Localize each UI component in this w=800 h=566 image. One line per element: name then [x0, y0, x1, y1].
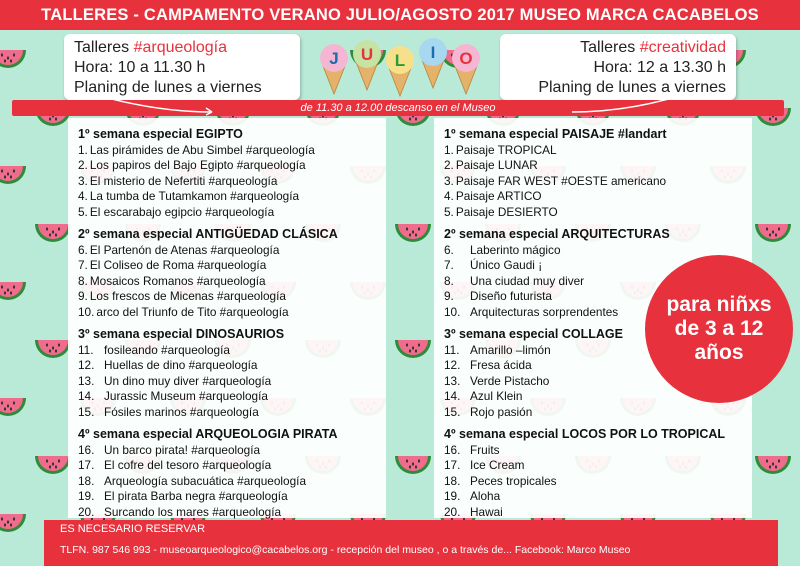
workshop-name: Un barco pirata! #arqueología [104, 443, 261, 457]
month-letter: J [329, 49, 339, 68]
workshop-number: 3. [444, 173, 454, 188]
workshop-item [78, 274, 338, 289]
watermelon-slice-icon [395, 456, 431, 474]
workshop-name: fosileando #arqueología [104, 343, 230, 357]
week-title: 4º semana especial ARQUEOLOGIA PIRATA [78, 427, 338, 441]
week-block [78, 326, 284, 420]
workshop-name: El cofre del tesoro #arqueología [104, 458, 272, 473]
workshop-name: Aloha [470, 489, 501, 504]
workshop-name: Hawai [470, 504, 503, 519]
workshop-item [444, 458, 725, 473]
creativity-label-line [510, 38, 726, 58]
workshop-number: 12. [78, 358, 95, 373]
workshop-name: Una ciudad muy diver [470, 273, 585, 288]
week-block [444, 126, 667, 220]
workshop-item [78, 474, 338, 489]
workshop-name: Verde Pistacho [470, 373, 550, 388]
creativity-hours: Hora: 12 a 13.30 h [593, 59, 726, 76]
archaeology-schedule: Planing de lunes a viernes [74, 79, 262, 96]
workshop-item [78, 505, 338, 520]
workshop-name: Paisaje DESIERTO [455, 204, 558, 219]
week-block [78, 226, 338, 320]
workshop-item [444, 443, 725, 458]
workshop-name: arco del Triunfo de Tito #arqueología [96, 304, 289, 319]
watermelon-slice-icon [395, 224, 431, 242]
week-title: 4º semana especial LOCOS POR LO TROPICAL [444, 427, 726, 441]
workshop-item [78, 143, 315, 158]
workshop-name: Fósiles marinos #arqueología [104, 404, 259, 419]
archaeology-topic: #arqueología [133, 39, 227, 56]
workshop-item [444, 405, 623, 420]
archaeology-info-box [64, 34, 300, 100]
workshop-name: Paisaje FAR WEST #OESTE americano [455, 173, 667, 188]
workshop-number: 16. [78, 443, 95, 457]
workshop-item [78, 389, 284, 404]
age-badge-line: para niñxs [666, 293, 772, 316]
workshop-number: 14. [78, 389, 95, 404]
workshop-item [444, 258, 670, 273]
workshop-item [444, 205, 667, 220]
workshop-name: Laberinto mágico [470, 243, 561, 257]
workshop-item [444, 505, 725, 520]
workshop-name: El escarabajo egipcio #arqueología [89, 204, 275, 219]
month-letter: U [360, 45, 374, 64]
workshop-item [444, 243, 670, 258]
week-block [444, 426, 725, 520]
workshop-name: Fresa ácida [470, 358, 532, 373]
week-title: 1º semana especial EGIPTO [78, 127, 243, 141]
week-title: 2º semana especial ARQUITECTURAS [444, 227, 670, 241]
age-badge [645, 255, 793, 403]
workshop-number: 19. [78, 489, 95, 504]
ice-cream-cone-icon [386, 46, 414, 96]
workshop-number: 18. [444, 473, 461, 488]
workshop-name: Paisaje LUNAR [455, 158, 538, 173]
archaeology-label: Talleres [74, 39, 134, 56]
workshop-name: Único Gaudi ¡ [470, 258, 543, 273]
workshop-number: 17. [78, 458, 95, 473]
workshop-item [444, 274, 670, 289]
workshop-item [78, 243, 338, 258]
workshop-name: Arqueología subacuática #arqueología [104, 473, 307, 488]
workshop-name: Surcando los mares #arqueología [104, 504, 282, 519]
workshop-list [78, 443, 338, 520]
workshop-name: Los papiros del Bajo Egipto #arqueología [89, 158, 306, 173]
workshop-number: 20. [444, 504, 461, 519]
workshop-item [444, 143, 667, 158]
workshop-name: Los frescos de Micenas #arqueología [89, 289, 286, 304]
workshop-item [444, 343, 623, 358]
archaeology-label-line [74, 38, 290, 58]
workshop-number: 18. [78, 473, 95, 488]
ice-cream-cone-icon [320, 44, 348, 94]
week-title: 1º semana especial PAISAJE #landart [444, 127, 667, 141]
workshop-name: Huellas de dino #arqueología [104, 358, 258, 373]
creativity-schedule: Planing de lunes a viernes [538, 79, 726, 96]
workshop-name: Peces tropicales [470, 473, 557, 488]
workshop-list [444, 343, 623, 420]
workshop-item [78, 489, 338, 504]
ice-cream-cones [318, 36, 482, 98]
watermelon-slice-icon [395, 340, 431, 358]
workshop-list [444, 443, 725, 520]
workshop-item [78, 458, 338, 473]
workshop-number: 15. [444, 404, 461, 419]
workshop-number: 12. [444, 358, 461, 373]
workshop-name: El pirata Barba negra #arqueología [104, 489, 288, 504]
watermelon-slice-icon [0, 282, 26, 300]
week-block [78, 426, 338, 520]
workshop-number: 11. [78, 343, 94, 357]
ice-cream-cone-icon [452, 44, 480, 94]
workshop-item [444, 358, 623, 373]
workshop-name: Jurassic Museum #arqueología [104, 389, 268, 404]
workshop-item [444, 489, 725, 504]
workshop-item [444, 374, 623, 389]
workshop-name: Mosaicos Romanos #arqueología [89, 273, 266, 288]
break-banner-text: de 11.30 a 12.00 descanso en el Museo [300, 102, 496, 114]
break-banner [12, 100, 784, 116]
workshop-item [444, 174, 667, 189]
workshop-number: 13. [78, 373, 95, 388]
archaeology-column [68, 118, 386, 518]
workshop-number: 17. [444, 458, 461, 473]
workshop-number: 19. [444, 489, 461, 504]
workshop-item [78, 289, 338, 304]
workshop-item [78, 305, 338, 320]
workshop-number: 9. [78, 289, 88, 304]
contact-info: TLFN. 987 546 993 - museoarqueologico@cacabelos.org - recepción del museo , o a través de... Facebook: Marco Museo [60, 544, 631, 556]
watermelon-slice-icon [35, 340, 71, 358]
watermelon-slice-icon [755, 224, 791, 242]
workshop-item [78, 174, 315, 189]
workshop-number: 13. [444, 373, 461, 388]
workshop-item [444, 189, 667, 204]
workshop-number: 1. [78, 143, 88, 157]
workshop-list [78, 343, 284, 420]
workshop-item [78, 405, 284, 420]
workshop-item [78, 374, 284, 389]
workshop-list [444, 243, 670, 320]
workshop-name: Rojo pasión [470, 404, 533, 419]
workshop-name: Arquitecturas sorprendentes [470, 304, 619, 319]
creativity-topic: #creatividad [639, 39, 726, 56]
workshop-list [444, 143, 667, 220]
workshop-name: Fruits [470, 443, 500, 457]
workshop-name: Amarillo –limón [470, 343, 551, 357]
workshop-number: 6. [78, 243, 88, 257]
workshop-name: El Coliseo de Roma #arqueología [89, 258, 267, 273]
workshop-number: 14. [444, 389, 461, 404]
watermelon-slice-icon [0, 398, 26, 416]
workshop-name: El Partenón de Atenas #arqueología [89, 243, 280, 257]
workshop-number: 8. [444, 273, 454, 288]
reservation-notice: ES NECESARIO RESERVAR [60, 523, 206, 535]
footer [44, 520, 778, 566]
workshop-item [78, 189, 315, 204]
workshop-item [78, 258, 338, 273]
page-title: TALLERES - CAMPAMENTO VERANO JULIO/AGOSTO 2017 MUSEO MARCA CACABELOS [0, 0, 800, 30]
workshop-number: 4. [78, 189, 88, 204]
creativity-info-box [500, 34, 736, 100]
workshop-number: 15. [78, 404, 95, 419]
workshop-number: 20. [78, 504, 95, 519]
age-badge-line: años [694, 341, 744, 364]
workshop-item [444, 158, 667, 173]
workshop-item [444, 289, 670, 304]
ice-cream-cone-icon [419, 38, 447, 88]
workshop-name: Paisaje TROPICAL [455, 143, 557, 157]
week-block [78, 126, 315, 220]
workshop-number: 7. [78, 258, 88, 273]
workshop-item [444, 305, 670, 320]
workshop-item [78, 158, 315, 173]
workshop-name: Diseño futurista [470, 289, 552, 304]
workshop-item [78, 343, 284, 358]
workshop-number: 3. [78, 173, 88, 188]
workshop-name: Azul Klein [470, 389, 523, 404]
workshop-number: 5. [78, 204, 88, 219]
workshop-name: Un dino muy diver #arqueología [104, 373, 272, 388]
workshop-number: 10. [444, 304, 461, 319]
workshop-name: Paisaje ARTICO [455, 189, 542, 204]
workshop-number: 6. [444, 243, 454, 257]
workshop-list [78, 143, 315, 220]
week-title: 2º semana especial ANTIGÜEDAD CLÁSICA [78, 227, 338, 241]
workshop-name: El misterio de Nefertiti #arqueología [89, 173, 278, 188]
watermelon-slice-icon [35, 456, 71, 474]
creativity-label: Talleres [580, 39, 640, 56]
workshop-number: 8. [78, 273, 88, 288]
workshop-number: 2. [444, 158, 454, 173]
watermelon-slice-icon [0, 514, 26, 532]
month-letter: O [459, 49, 473, 68]
age-badge-line: de 3 a 12 [674, 317, 764, 340]
workshop-list [78, 243, 338, 320]
archaeology-hours: Hora: 10 a 11.30 h [74, 59, 206, 76]
workshop-number: 16. [444, 443, 461, 457]
workshop-name: Ice Cream [470, 458, 525, 473]
workshop-item [444, 474, 725, 489]
watermelon-slice-icon [755, 456, 791, 474]
workshop-name: Las pirámides de Abu Simbel #arqueología [89, 143, 315, 157]
workshop-number: 2. [78, 158, 88, 173]
watermelon-slice-icon [0, 166, 26, 184]
workshop-name: La tumba de Tutamkamon #arqueología [89, 189, 300, 204]
workshop-number: 5. [444, 204, 454, 219]
workshop-item [78, 205, 315, 220]
workshop-number: 7. [444, 258, 454, 273]
workshop-item [78, 443, 338, 458]
workshop-number: 10. [78, 304, 95, 319]
month-letter: L [394, 51, 406, 70]
workshop-number: 9. [444, 289, 454, 304]
watermelon-slice-icon [0, 50, 26, 68]
workshop-number: 1. [444, 143, 454, 157]
workshop-number: 11. [444, 343, 460, 357]
week-block [444, 226, 670, 320]
watermelon-slice-icon [35, 224, 71, 242]
ice-cream-cone-icon [353, 40, 381, 90]
workshop-item [444, 389, 623, 404]
week-title: 3º semana especial DINOSAURIOS [78, 327, 285, 341]
workshop-item [78, 358, 284, 373]
workshop-number: 4. [444, 189, 454, 204]
week-block [444, 326, 623, 420]
month-letter: I [430, 43, 436, 62]
week-title: 3º semana especial COLLAGE [444, 327, 623, 341]
